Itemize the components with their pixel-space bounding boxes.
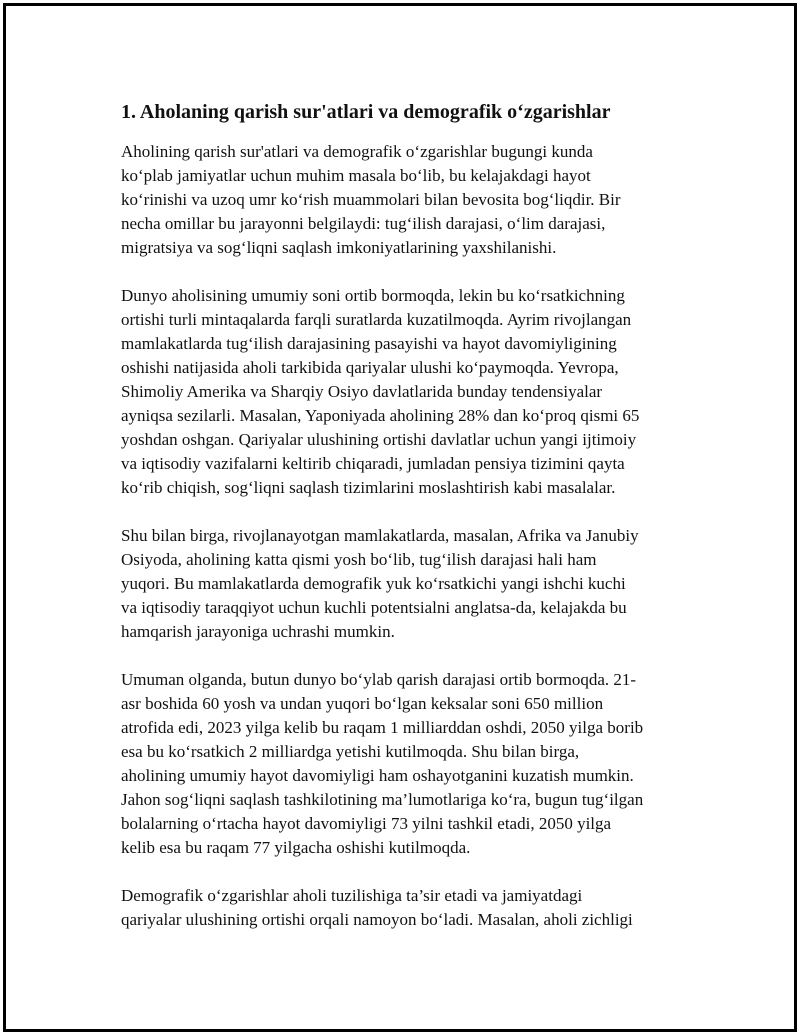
text-line: yoshdan oshgan. Qariyalar ulushining ortishi davlatlar uchun yangi ijtimoiy xyxy=(121,430,637,449)
text-line: qariyalar ulushining ortishi orqali namoyon bo‘ladi. Masalan, aholi zichligi xyxy=(121,910,633,929)
text-line: Osiyoda, aholining katta qismi yosh bo‘lib, tug‘ilish darajasi hali ham xyxy=(121,550,597,569)
text-line: Umuman olganda, butun dunyo bo‘ylab qarish darajasi ortib bormoqda. 21- xyxy=(121,670,637,689)
text-line: Dunyo aholisining umumiy soni ortib bormoqda, lekin bu ko‘rsatkichning xyxy=(121,286,625,305)
page-frame xyxy=(3,3,797,1032)
text-line: ayniqsa sezilarli. Masalan, Yaponiyada aholining 28% dan ko‘proq qismi 65 xyxy=(121,406,640,425)
text-line: yuqori. Bu mamlakatlarda demografik yuk ko‘rsatkichi yangi ishchi kuchi xyxy=(121,574,626,593)
paragraph-4 xyxy=(121,668,696,860)
text-line: necha omillar bu jarayonni belgilaydi: tug‘ilish darajasi, o‘lim darajasi, xyxy=(121,214,606,233)
text-line: ortishi turli mintaqalarda farqli suratlarda kuzatilmoqda. Ayrim rivojlangan xyxy=(121,310,632,329)
paragraph-2 xyxy=(121,284,696,500)
text-line: Shu bilan birga, rivojlanayotgan mamlakatlarda, masalan, Afrika va Janubiy xyxy=(121,526,639,545)
text-line: Demografik o‘zgarishlar aholi tuzilishiga ta’sir etadi va jamiyatdagi xyxy=(121,886,583,905)
text-line: Shimoliy Amerika va Sharqiy Osiyo davlatlarida bunday tendensiyalar xyxy=(121,382,603,401)
paragraph-1 xyxy=(121,140,696,260)
text-line: ko‘plab jamiyatlar uchun muhim masala bo‘lib, bu kelajakdagi hayot xyxy=(121,166,591,185)
paragraph-3 xyxy=(121,524,696,644)
text-line: atrofida edi, 2023 yilga kelib bu raqam 1 milliarddan oshdi, 2050 yilga borib xyxy=(121,718,644,737)
text-line: migratsiya va sog‘liqni saqlash imkoniyatlarining yaxshilanishi. xyxy=(121,238,557,257)
text-line: oshishi natijasida aholi tarkibida qariyalar ulushi ko‘paymoqda. Yevropa, xyxy=(121,358,619,377)
text-line: hamqarish jarayoniga uchrashi mumkin. xyxy=(121,622,395,641)
text-line: Jahon sog‘liqni saqlash tashkilotining ma’lumotlariga ko‘ra, bugun tug‘ilgan xyxy=(121,790,644,809)
text-line: aholining umumiy hayot davomiyligi ham oshayotganini kuzatish mumkin. xyxy=(121,766,634,785)
text-line: ko‘rinishi va uzoq umr ko‘rish muammolari bilan bevosita bog‘liqdir. Bir xyxy=(121,190,621,209)
text-line: asr boshida 60 yosh va undan yuqori bo‘lgan keksalar soni 650 million xyxy=(121,694,604,713)
text-line: ko‘rib chiqish, sog‘liqni saqlash tizimlarini moslashtirish kabi masalalar. xyxy=(121,478,616,497)
text-line: mamlakatlarda tug‘ilish darajasining pasayishi va hayot davomiyligining xyxy=(121,334,617,353)
text-line: Aholining qarish sur'atlari va demografik o‘zgarishlar bugungi kunda xyxy=(121,142,593,161)
text-line: esa bu ko‘rsatkich 2 milliardga yetishi kutilmoqda. Shu bilan birga, xyxy=(121,742,580,761)
text-line: va iqtisodiy vazifalarni keltirib chiqaradi, jumladan pensiya tizimini qayta xyxy=(121,454,625,473)
text-line: va iqtisodiy taraqqiyot uchun kuchli potentsialni anglatsa-da, kelajakda bu xyxy=(121,598,627,617)
text-line: kelib esa bu raqam 77 yilgacha oshishi kutilmoqda. xyxy=(121,838,471,857)
section-title: 1. Aholaning qarish sur'atlari va demografik o‘zgarishlar xyxy=(121,101,611,123)
paragraph-5 xyxy=(121,884,696,932)
document-body xyxy=(121,98,696,956)
text-line: bolalarning o‘rtacha hayot davomiyligi 73 yilni tashkil etadi, 2050 yilga xyxy=(121,814,612,833)
